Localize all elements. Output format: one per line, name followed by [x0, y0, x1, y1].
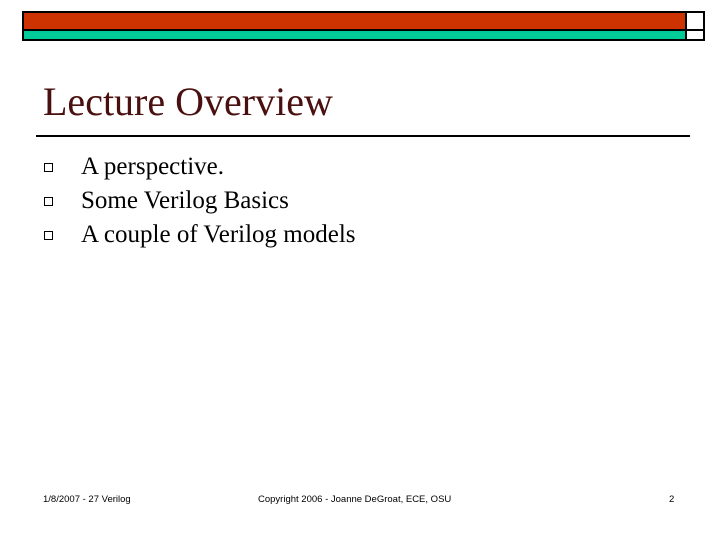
bullet-item [44, 218, 356, 252]
header-bar-bottom [22, 29, 687, 41]
bullet-item [44, 150, 356, 184]
bullet-text: Some Verilog Basics [81, 187, 289, 214]
header-square-top [685, 11, 705, 31]
bullet-text: A perspective. [81, 153, 225, 180]
header-bar-top [22, 11, 687, 31]
bullet-item [44, 184, 356, 218]
page-number: 2 [669, 494, 675, 505]
header-square-bottom [685, 29, 705, 41]
slide-title: Lecture Overview [43, 79, 333, 124]
bullet-list [44, 150, 356, 252]
square-bullet-icon [44, 197, 53, 206]
square-bullet-icon [44, 231, 53, 240]
footer-copyright: Copyright 2006 - Joanne DeGroat, ECE, OSU [258, 494, 452, 505]
square-bullet-icon [44, 163, 53, 172]
title-underline [36, 135, 690, 137]
footer-date-course: 1/8/2007 - 27 Verilog [43, 494, 131, 505]
bullet-text: A couple of Verilog models [81, 221, 356, 248]
